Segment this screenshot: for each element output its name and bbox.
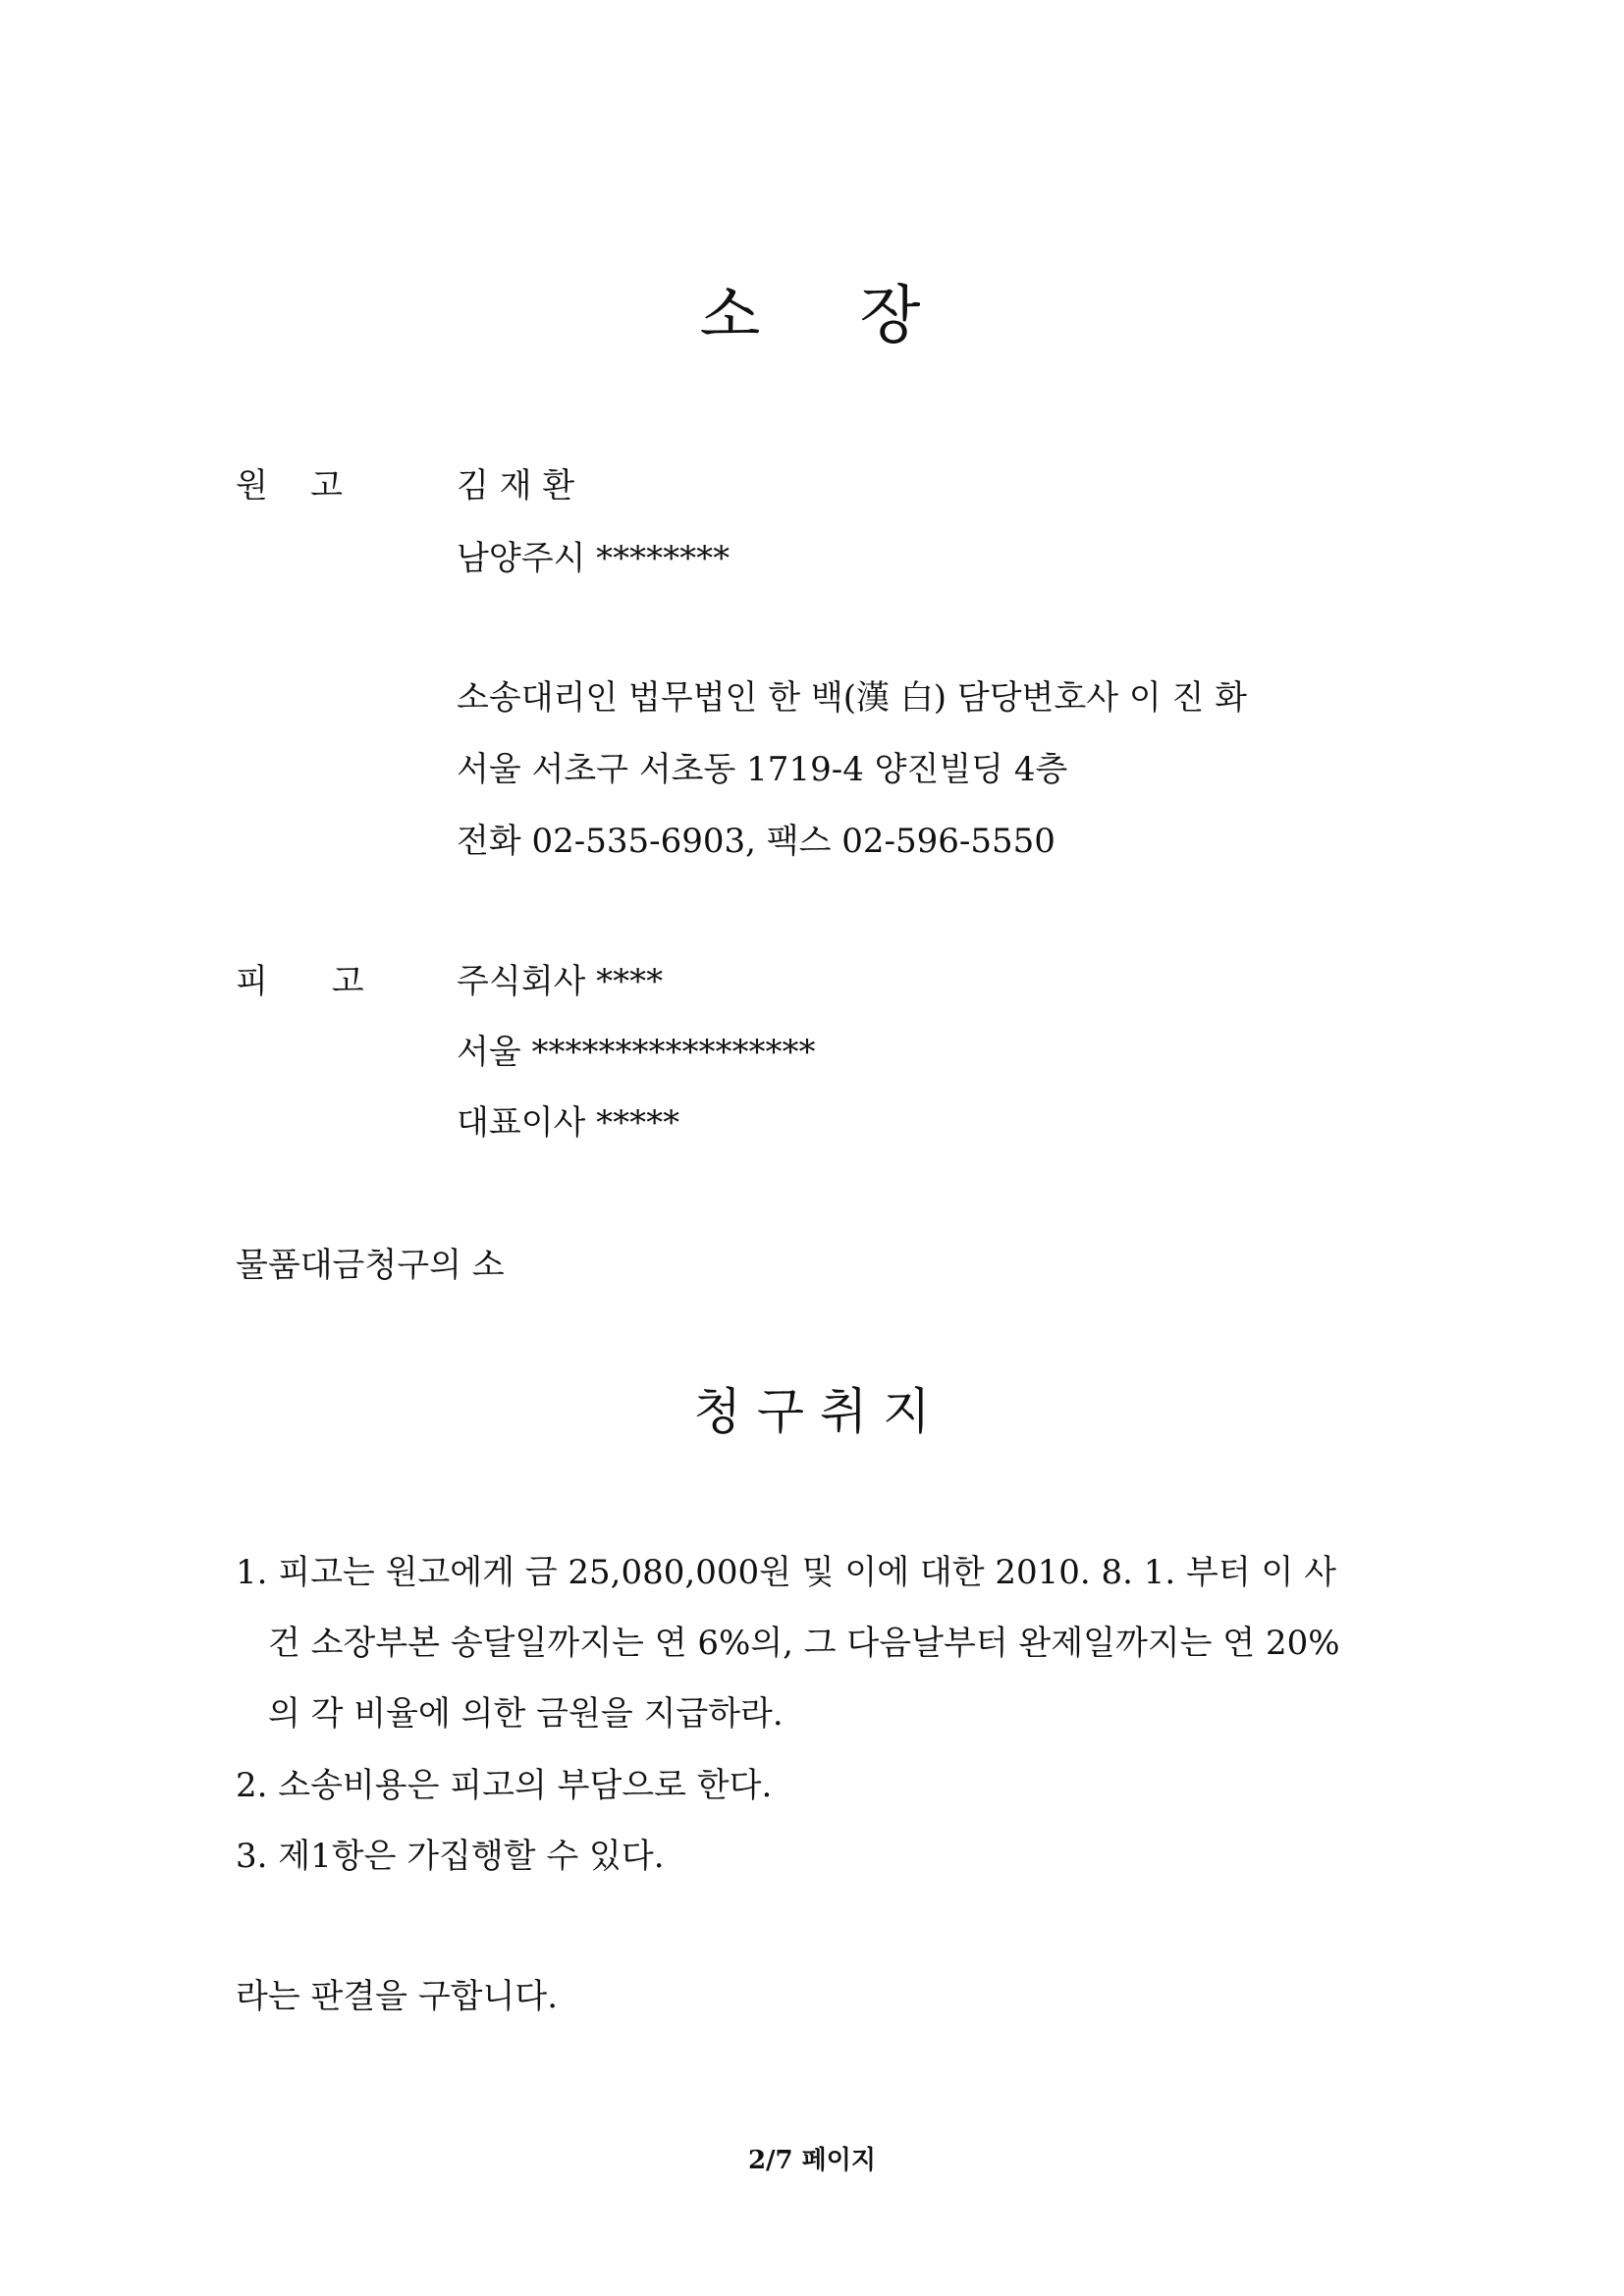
plaintiff-agent-contact: 전화 02-535-6903, 팩스 02-596-5550 (457, 822, 1056, 861)
claim-line: 건 소장부본 송달일까지는 연 6%의, 그 다음날부터 완제일까지는 연 20% (268, 1624, 1340, 1663)
plaintiff-agent-address: 서울 서초구 서초동 1719-4 양진빌딩 4층 (457, 750, 1068, 789)
document-title: 소 장 (699, 280, 925, 352)
defendant-representative: 대표이사 ***** (457, 1103, 680, 1143)
plaintiff-agent: 소송대리인 법무법인 한 백(漢 白) 담당변호사 이 진 화 (457, 678, 1248, 718)
plaintiff-address: 남양주시 ******** (457, 539, 731, 578)
case-name: 물품대금청구의 소 (236, 1246, 505, 1285)
claim-line: 1. 피고는 원고에게 금 25,080,000원 및 이에 대한 2010. 8. 1. 부터 이 사 (236, 1553, 1337, 1592)
claim-line: 3. 제1항은 가집행할 수 있다. (236, 1837, 665, 1876)
closing-text: 라는 판결을 구합니다. (236, 1977, 559, 2016)
claim-line: 의 각 비율에 의한 금원을 지급하라. (268, 1694, 784, 1734)
defendant-address: 서울 ***************** (457, 1033, 816, 1072)
defendant-label: 피 고 (236, 962, 364, 1001)
plaintiff-name: 김 재 환 (457, 466, 575, 506)
page-footer: 2/7 페이지 (747, 2146, 877, 2175)
defendant-name: 주식회사 **** (457, 962, 664, 1001)
plaintiff-label: 원 고 (236, 466, 343, 506)
claims-title: 청 구 취 지 (693, 1383, 931, 1440)
claim-line: 2. 소송비용은 피고의 부담으로 한다. (236, 1766, 773, 1805)
